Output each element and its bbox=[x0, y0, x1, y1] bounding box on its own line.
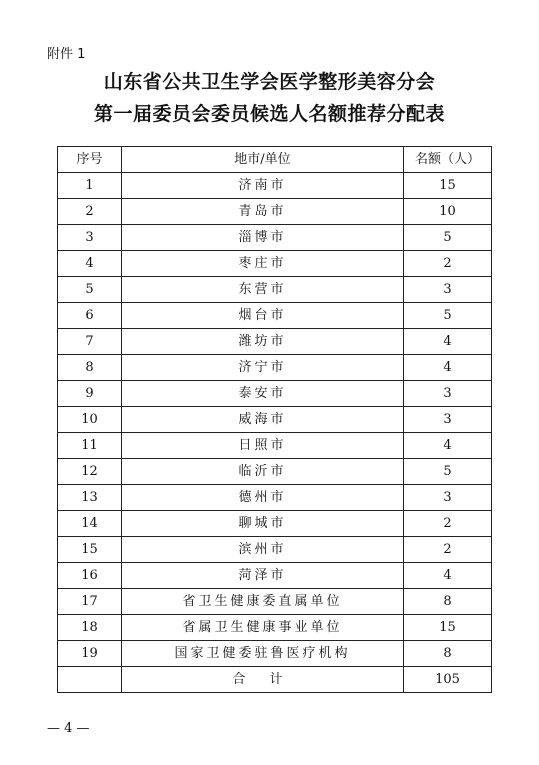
row-city-unit: 聊城市 bbox=[122, 511, 404, 537]
row-city-unit: 滨州市 bbox=[122, 537, 404, 563]
row-quota: 4 bbox=[404, 433, 492, 459]
row-serial-number: 7 bbox=[58, 329, 122, 355]
table-row bbox=[58, 225, 492, 251]
table-body bbox=[58, 173, 492, 667]
row-serial-number: 19 bbox=[58, 641, 122, 667]
row-serial-number: 5 bbox=[58, 277, 122, 303]
row-serial-number: 9 bbox=[58, 381, 122, 407]
row-city-unit: 东营市 bbox=[122, 277, 404, 303]
page-number: — 4 — bbox=[47, 721, 90, 736]
row-quota: 4 bbox=[404, 563, 492, 589]
row-serial-number: 6 bbox=[58, 303, 122, 329]
document-title-line-2: 第一届委员会委员候选人名额推荐分配表 bbox=[93, 103, 445, 125]
row-city-unit: 济南市 bbox=[122, 173, 404, 199]
row-city-unit: 临沂市 bbox=[122, 459, 404, 485]
row-city-unit: 日照市 bbox=[122, 433, 404, 459]
table-row bbox=[58, 459, 492, 485]
row-city-unit: 德州市 bbox=[122, 485, 404, 511]
row-serial-number: 18 bbox=[58, 615, 122, 641]
table-row bbox=[58, 407, 492, 433]
table-row bbox=[58, 537, 492, 563]
row-city-unit: 泰安市 bbox=[122, 381, 404, 407]
table-total-row bbox=[58, 667, 492, 693]
table-row bbox=[58, 277, 492, 303]
row-city-unit: 国家卫健委驻鲁医疗机构 bbox=[122, 641, 404, 667]
table-row bbox=[58, 615, 492, 641]
row-serial-number: 13 bbox=[58, 485, 122, 511]
row-quota: 4 bbox=[404, 355, 492, 381]
row-serial-number: 16 bbox=[58, 563, 122, 589]
row-quota: 3 bbox=[404, 277, 492, 303]
row-city-unit: 威海市 bbox=[122, 407, 404, 433]
header-city-unit: 地市/单位 bbox=[122, 147, 404, 173]
table-row bbox=[58, 641, 492, 667]
total-value: 105 bbox=[404, 667, 492, 693]
row-city-unit: 淄博市 bbox=[122, 225, 404, 251]
row-quota: 2 bbox=[404, 537, 492, 563]
row-city-unit: 枣庄市 bbox=[122, 251, 404, 277]
row-serial-number: 8 bbox=[58, 355, 122, 381]
row-quota: 5 bbox=[404, 303, 492, 329]
row-quota: 10 bbox=[404, 199, 492, 225]
total-label: 合 计 bbox=[122, 667, 404, 693]
total-empty-cell bbox=[58, 667, 122, 693]
table-row bbox=[58, 173, 492, 199]
row-city-unit: 菏泽市 bbox=[122, 563, 404, 589]
table-row bbox=[58, 199, 492, 225]
row-quota: 15 bbox=[404, 615, 492, 641]
row-city-unit: 潍坊市 bbox=[122, 329, 404, 355]
attachment-label: 附件 1 bbox=[47, 47, 86, 62]
document-title-line-1: 山东省公共卫生学会医学整形美容分会 bbox=[103, 71, 436, 93]
row-quota: 3 bbox=[404, 485, 492, 511]
table-row bbox=[58, 485, 492, 511]
row-serial-number: 15 bbox=[58, 537, 122, 563]
table-row bbox=[58, 251, 492, 277]
table-row bbox=[58, 589, 492, 615]
header-quota: 名额（人） bbox=[404, 147, 492, 173]
row-quota: 2 bbox=[404, 511, 492, 537]
row-quota: 8 bbox=[404, 589, 492, 615]
row-city-unit: 青岛市 bbox=[122, 199, 404, 225]
table-row bbox=[58, 303, 492, 329]
table-row bbox=[58, 511, 492, 537]
row-city-unit: 省卫生健康委直属单位 bbox=[122, 589, 404, 615]
quota-table bbox=[57, 146, 492, 693]
row-city-unit: 烟台市 bbox=[122, 303, 404, 329]
row-serial-number: 11 bbox=[58, 433, 122, 459]
row-serial-number: 17 bbox=[58, 589, 122, 615]
row-quota: 3 bbox=[404, 381, 492, 407]
row-quota: 3 bbox=[404, 407, 492, 433]
row-quota: 8 bbox=[404, 641, 492, 667]
row-serial-number: 12 bbox=[58, 459, 122, 485]
row-serial-number: 1 bbox=[58, 173, 122, 199]
table-row bbox=[58, 381, 492, 407]
table-row bbox=[58, 329, 492, 355]
row-quota: 15 bbox=[404, 173, 492, 199]
table-row bbox=[58, 433, 492, 459]
table-row bbox=[58, 563, 492, 589]
row-serial-number: 10 bbox=[58, 407, 122, 433]
row-quota: 4 bbox=[404, 329, 492, 355]
row-quota: 5 bbox=[404, 459, 492, 485]
row-serial-number: 4 bbox=[58, 251, 122, 277]
row-serial-number: 14 bbox=[58, 511, 122, 537]
row-serial-number: 2 bbox=[58, 199, 122, 225]
table-header-row bbox=[58, 147, 492, 173]
row-city-unit: 省属卫生健康事业单位 bbox=[122, 615, 404, 641]
row-quota: 5 bbox=[404, 225, 492, 251]
row-serial-number: 3 bbox=[58, 225, 122, 251]
table-row bbox=[58, 355, 492, 381]
header-serial-number: 序号 bbox=[58, 147, 122, 173]
row-city-unit: 济宁市 bbox=[122, 355, 404, 381]
row-quota: 2 bbox=[404, 251, 492, 277]
